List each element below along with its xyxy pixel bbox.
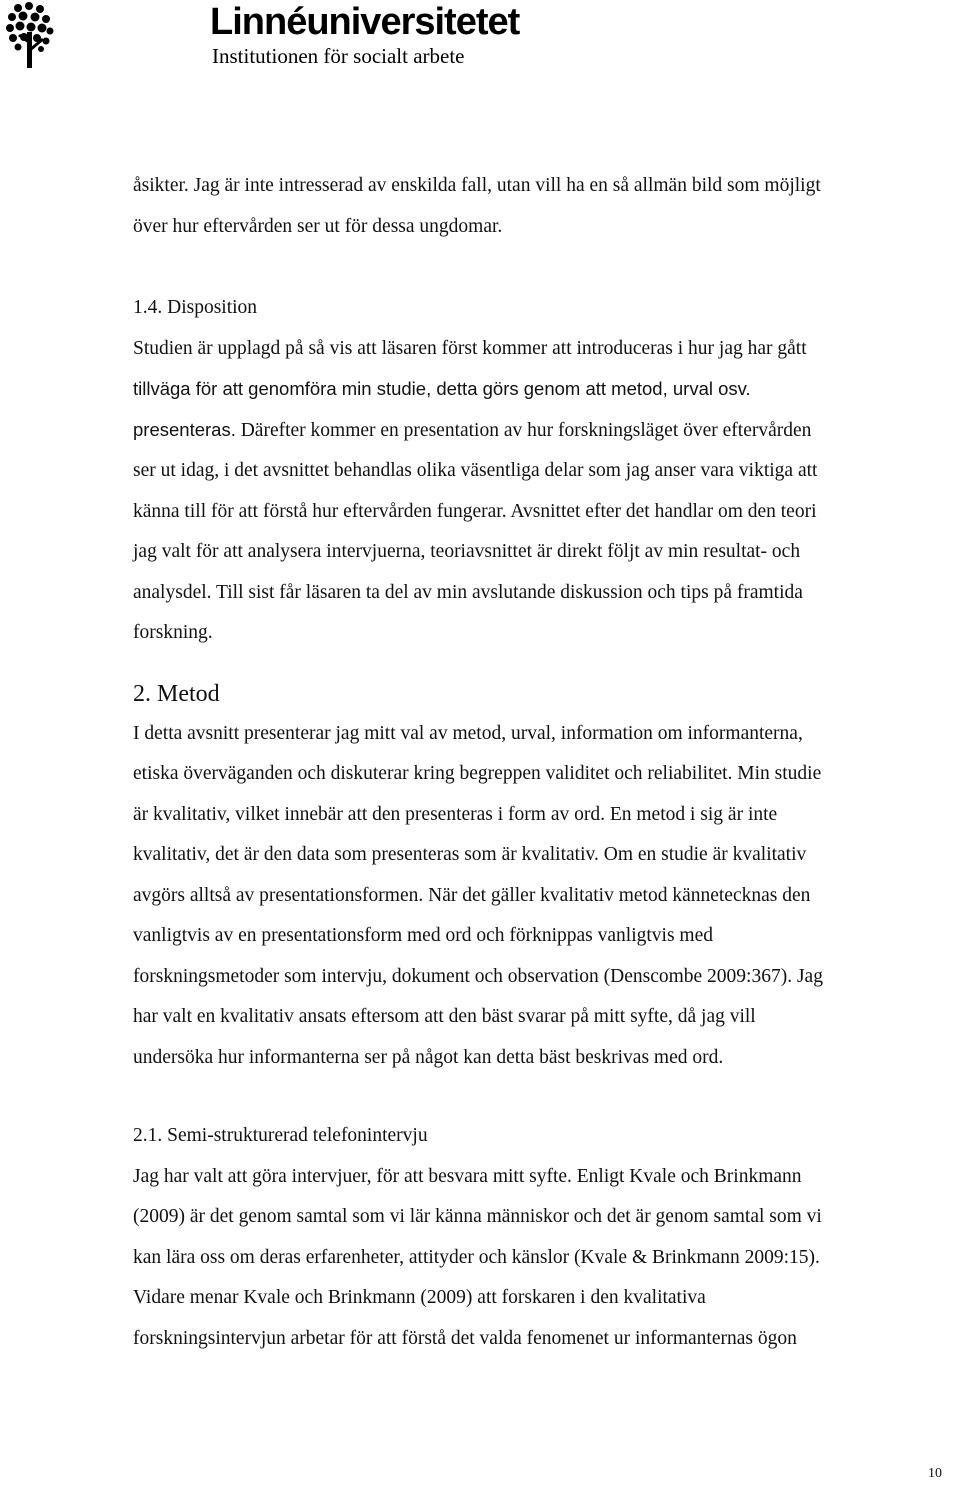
- text-line: åsikter. Jag är inte intresserad av enskilda fall, utan vill ha en så allmän bild som möjligt: [133, 175, 821, 196]
- page-header: [0, 0, 960, 80]
- text-line: avgörs alltså av presentationsformen. När det gäller kvalitativ metod kännetecknas den: [133, 884, 811, 906]
- section-heading-metod: 2. Metod: [133, 680, 220, 707]
- text-line: är kvalitativ, vilket innebär att den presenteras i form av ord. En metod i sig är inte: [133, 803, 778, 825]
- text-line: Jag har valt att göra intervjuer, för att besvara mitt syfte. Enligt Kvale och Brinkmann: [133, 1165, 802, 1187]
- text-line: jag valt för att analysera intervjuerna, teoriavsnittet är direkt följt av min resultat- och: [133, 541, 801, 562]
- paragraph-1: [133, 166, 960, 247]
- text-span: Därefter kommer en presentation av hur forskningsläget över eftervården: [235, 419, 812, 441]
- section-heading-disposition: 1.4. Disposition: [133, 297, 258, 318]
- document-body: [133, 166, 960, 1359]
- text-line: forskning.: [133, 622, 213, 643]
- text-line: [133, 410, 960, 452]
- text-line: Vidare menar Kvale och Brinkmann (2009) att forskaren i den kvalitativa: [133, 1287, 706, 1308]
- text-line: kan lära oss om deras erfarenheter, attityder och känslor (Kvale & Brinkmann 2009:15).: [133, 1246, 820, 1268]
- text-line: vanligtvis av en presentationsform med ord och förknippas vanligtvis med: [133, 925, 714, 946]
- text-line: över hur eftervården ser ut för dessa ungdomar.: [133, 215, 503, 237]
- logo-subtitle: Institutionen för socialt arbete: [212, 44, 465, 68]
- tree-icon: [4, 2, 54, 70]
- text-line: forskningsintervjun arbetar för att förstå det valda fenomenet ur informanternas ögon: [133, 1327, 797, 1349]
- paragraph-4: [133, 1157, 960, 1360]
- text-line: (2009) är det genom samtal som vi lär känna människor och det är genom samtal som vi: [133, 1206, 822, 1227]
- logo-name: Linnéuniversitetet: [210, 1, 520, 43]
- text-line: ser ut idag, i det avsnittet behandlas olika väsentliga delar som jag anser vara viktiga att: [133, 460, 818, 481]
- text-line: I detta avsnitt presenterar jag mitt val av metod, urval, information om informanterna,: [133, 722, 803, 744]
- text-line: tillväga för att genomföra min studie, detta görs genom att metod, urval osv.: [133, 378, 751, 399]
- text-span: presenteras.: [133, 418, 236, 440]
- page-number: 10: [928, 1466, 942, 1481]
- text-line: kvalitativ, det är den data som presenteras som är kvalitativ. Om en studie är kvalitativ: [133, 844, 807, 865]
- paragraph-2: [133, 329, 960, 654]
- text-line: har valt en kvalitativ ansats eftersom att den bäst svarar på mitt syfte, då jag vill: [133, 1006, 756, 1027]
- text-line: Studien är upplagd på så vis att läsaren först kommer att introduceras i hur jag har gått: [133, 337, 807, 359]
- text-line: undersöka hur informanterna ser på något kan detta bäst beskrivas med ord.: [133, 1046, 724, 1068]
- text-line: känna till för att förstå hur eftervården fungerar. Avsnittet efter det handlar om den teori: [133, 500, 817, 522]
- paragraph-3: [133, 714, 960, 1079]
- section-heading-telefonintervju: 2.1. Semi-strukturerad telefonintervju: [133, 1125, 428, 1146]
- text-line: etiska överväganden och diskuterar kring begreppen validitet och reliabilitet. Min studie: [133, 763, 822, 784]
- text-line: analysdel. Till sist får läsaren ta del av min avslutande diskussion och tips på framtida: [133, 581, 803, 603]
- text-line: forskningsmetoder som intervju, dokument och observation (Denscombe 2009:367). Jag: [133, 965, 823, 987]
